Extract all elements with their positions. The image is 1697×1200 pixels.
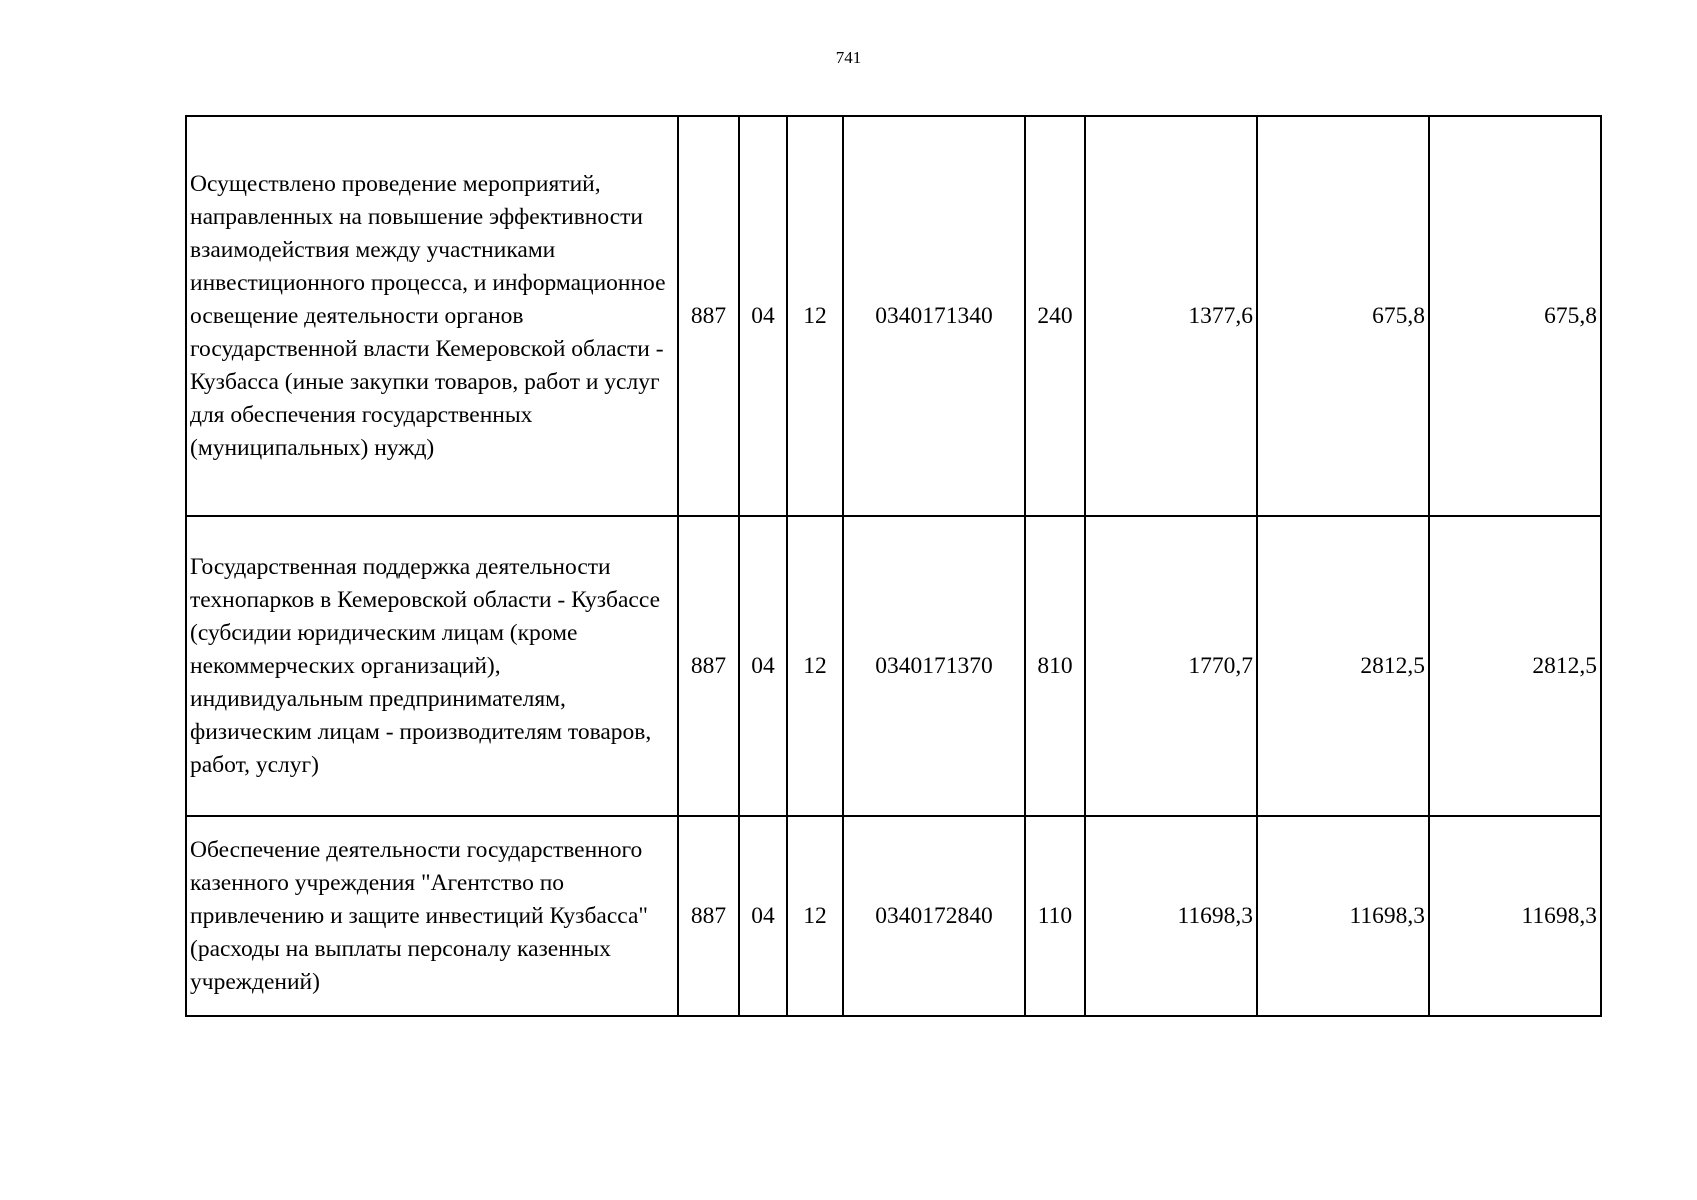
ministry-code-cell: 887 bbox=[678, 816, 739, 1016]
section-code-cell: 04 bbox=[739, 816, 787, 1016]
row-description: Обеспечение деятельности государственного казенного учреждения "Агентство по привлечению и защите инвестиций Кузбасса" (расходы на выплаты персоналу казенных учреждений) bbox=[186, 816, 678, 1016]
ministry-code-cell: 887 bbox=[678, 516, 739, 816]
amount-1-cell: 11698,3 bbox=[1085, 816, 1257, 1016]
amount-2-cell: 2812,5 bbox=[1257, 516, 1429, 816]
section-code-cell: 04 bbox=[739, 116, 787, 516]
row-description: Государственная поддержка деятельности технопарков в Кемеровской области - Кузбассе (субсидии юридическим лицам (кроме некоммерческих организаций), индивидуальным предпринимателям, физическим лицам - производителям товаров, работ, услуг) bbox=[186, 516, 678, 816]
expense-type-cell: 810 bbox=[1025, 516, 1085, 816]
row-description: Осуществлено проведение мероприятий, направленных на повышение эффективности взаимодействия между участниками инвестиционного процесса, и информационное освещение деятельности органов государственной власти Кемеровской области - Кузбасса (иные закупки товаров, работ и услуг для обеспечения государственных (муниципальных) нужд) bbox=[186, 116, 678, 516]
expense-type-cell: 110 bbox=[1025, 816, 1085, 1016]
subsection-code-cell: 12 bbox=[787, 816, 843, 1016]
amount-2-cell: 11698,3 bbox=[1257, 816, 1429, 1016]
budget-table bbox=[185, 115, 1602, 1017]
amount-1-cell: 1770,7 bbox=[1085, 516, 1257, 816]
subsection-code-cell: 12 bbox=[787, 116, 843, 516]
table-row bbox=[186, 816, 1601, 1016]
target-article-cell: 0340171340 bbox=[843, 116, 1025, 516]
table-row bbox=[186, 116, 1601, 516]
amount-3-cell: 675,8 bbox=[1429, 116, 1601, 516]
amount-1-cell: 1377,6 bbox=[1085, 116, 1257, 516]
amount-2-cell: 675,8 bbox=[1257, 116, 1429, 516]
expense-type-cell: 240 bbox=[1025, 116, 1085, 516]
target-article-cell: 0340172840 bbox=[843, 816, 1025, 1016]
section-code-cell: 04 bbox=[739, 516, 787, 816]
page-number: 741 bbox=[835, 48, 862, 67]
table-row bbox=[186, 516, 1601, 816]
ministry-code-cell: 887 bbox=[678, 116, 739, 516]
subsection-code-cell: 12 bbox=[787, 516, 843, 816]
amount-3-cell: 2812,5 bbox=[1429, 516, 1601, 816]
amount-3-cell: 11698,3 bbox=[1429, 816, 1601, 1016]
target-article-cell: 0340171370 bbox=[843, 516, 1025, 816]
